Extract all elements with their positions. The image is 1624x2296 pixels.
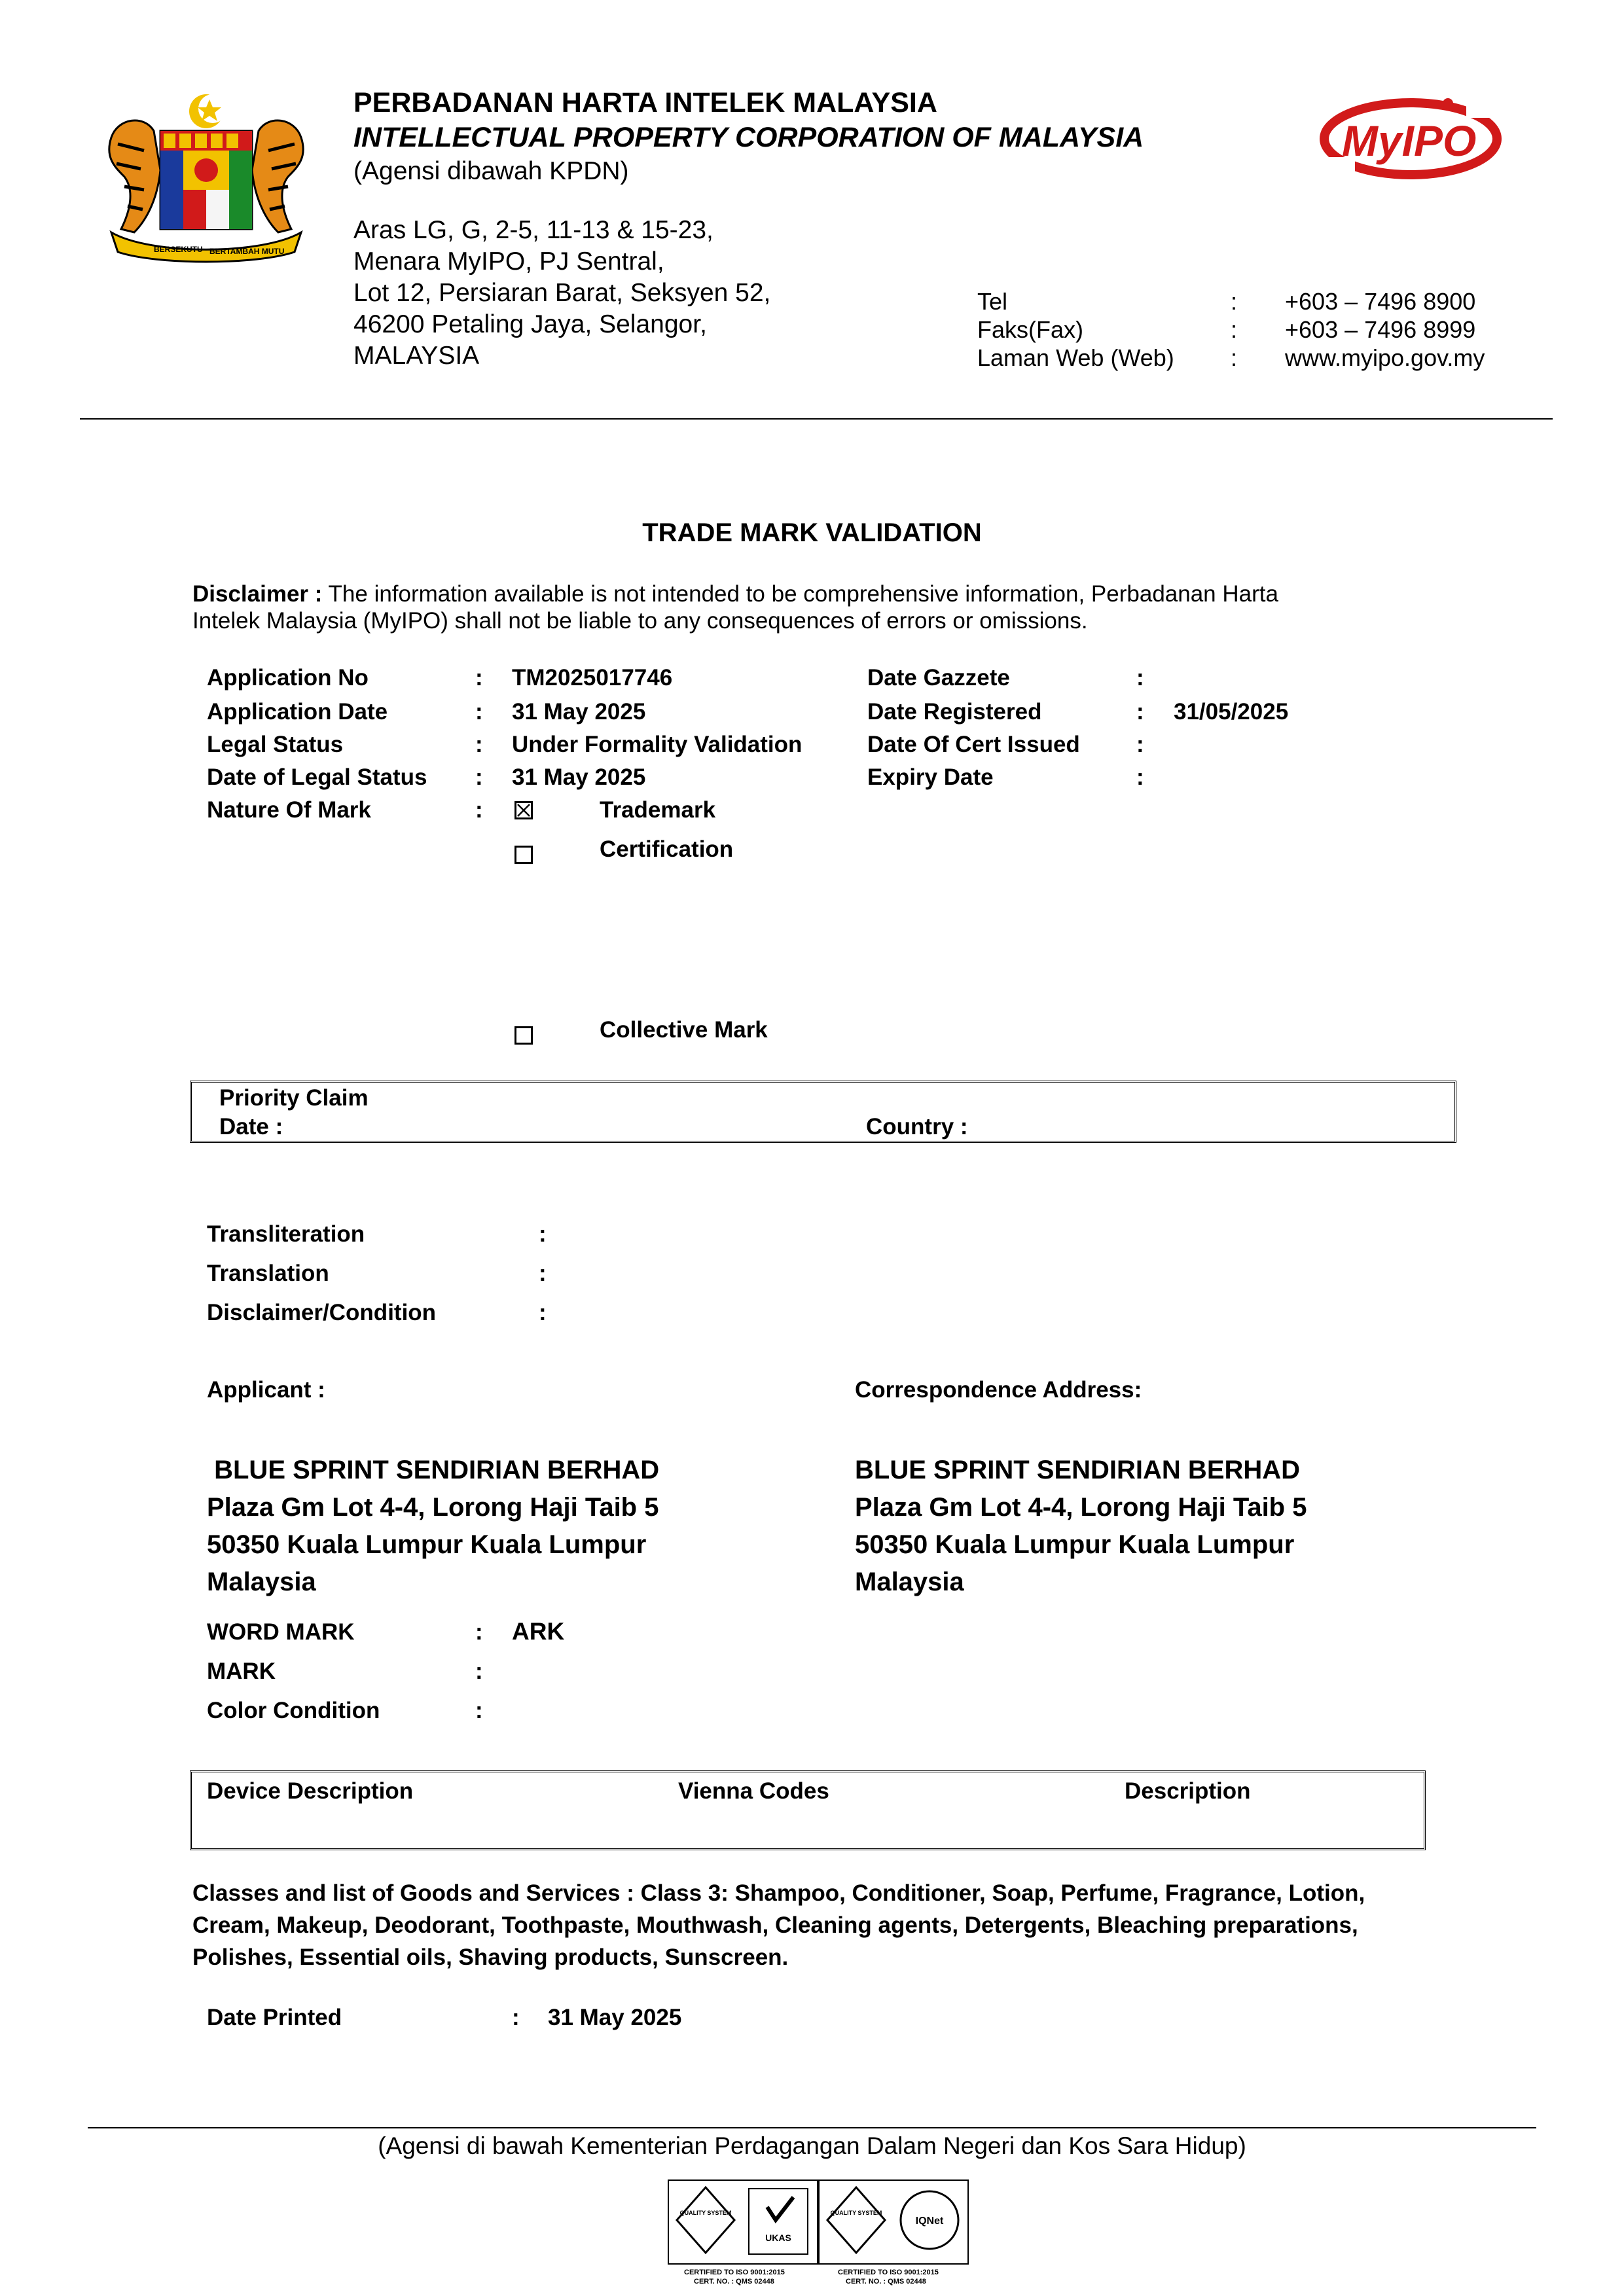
badge-title: QUALITY SYSTEM xyxy=(830,2210,882,2216)
motto-left: BERSEKUTU xyxy=(154,245,203,254)
correspondence-address-line: 50350 Kuala Lumpur Kuala Lumpur xyxy=(855,1530,1295,1559)
contact-label-web: Laman Web (Web) xyxy=(977,344,1174,371)
applicant-label: Applicant : xyxy=(207,1377,325,1403)
correspondence-address-line: Plaza Gm Lot 4-4, Lorong Haji Taib 5 xyxy=(855,1493,1307,1522)
field-sep: : xyxy=(1136,732,1144,757)
badge-cert-line: CERT. NO. : QMS 02448 xyxy=(694,2278,774,2286)
badge-cert-line: CERT. NO. : QMS 02448 xyxy=(846,2278,926,2286)
legal-status-value: Under Formality Validation xyxy=(512,732,803,757)
quality-system-badge-icon xyxy=(669,2181,817,2263)
org-name-ms: PERBADANAN HARTA INTELEK MALAYSIA xyxy=(353,87,937,118)
collective-mark-option-label: Collective Mark xyxy=(600,1017,768,1043)
field-label: Date of Legal Status xyxy=(207,764,427,790)
collective-mark-checkbox xyxy=(514,1026,533,1045)
badge-sub: UKAS xyxy=(765,2233,791,2243)
contact-label-tel: Tel xyxy=(977,288,1008,315)
field-label: Application Date xyxy=(207,699,388,725)
address-line: 46200 Petaling Jaya, Selangor, xyxy=(353,310,707,338)
footer-agency: (Agensi di bawah Kementerian Perdagangan Dalam Negeri dan Kos Sara Hidup) xyxy=(378,2132,1246,2159)
priority-country-label: Country : xyxy=(866,1114,968,1139)
field-sep: : xyxy=(475,1698,483,1723)
date-printed-value: 31 May 2025 xyxy=(548,2005,682,2030)
word-mark-value: ARK xyxy=(512,1618,565,1645)
vienna-codes-header: Vienna Codes xyxy=(678,1778,829,1804)
priority-claim-title: Priority Claim xyxy=(219,1085,369,1111)
address-line: Menara MyIPO, PJ Sentral, xyxy=(353,247,664,276)
myipo-logo xyxy=(1316,85,1506,190)
malaysia-coat-of-arms xyxy=(98,92,314,265)
field-sep: : xyxy=(475,1619,483,1645)
quality-system-badge-icon xyxy=(820,2181,967,2263)
contact-value-tel: +603 – 7496 8900 xyxy=(1285,288,1476,315)
field-label: Legal Status xyxy=(207,732,344,757)
applicant-address-line: Plaza Gm Lot 4-4, Lorong Haji Taib 5 xyxy=(207,1493,659,1522)
date-printed-label: Date Printed xyxy=(207,2005,342,2030)
word-mark-label: WORD MARK xyxy=(207,1619,355,1645)
field-label: Date Of Cert Issued xyxy=(867,732,1080,757)
field-sep: : xyxy=(539,1221,547,1247)
field-sep: : xyxy=(1136,764,1144,790)
contact-label-fax: Faks(Fax) xyxy=(977,316,1083,343)
priority-date-label: Date : xyxy=(219,1114,283,1139)
date-registered-value: 31/05/2025 xyxy=(1174,699,1289,725)
correspondence-label: Correspondence Address: xyxy=(855,1377,1142,1403)
classes-line-1: Classes and list of Goods and Services : Class 3: Shampoo, Conditioner, Soap, Perfume, Fragrance, Lotion, xyxy=(192,1880,1365,1906)
field-label: Application No xyxy=(207,665,369,691)
contact-sep: : xyxy=(1231,344,1238,371)
address-line: MALAYSIA xyxy=(353,342,480,370)
field-sep: : xyxy=(475,665,483,691)
color-condition-label: Color Condition xyxy=(207,1698,380,1723)
disclaimer-condition-label: Disclaimer/Condition xyxy=(207,1300,437,1325)
applicant-address-line: 50350 Kuala Lumpur Kuala Lumpur xyxy=(207,1530,647,1559)
trademark-option-label: Trademark xyxy=(600,797,716,823)
disclaimer-line-1 xyxy=(192,581,1278,607)
transliteration-label: Transliteration xyxy=(207,1221,365,1247)
correspondence-name: BLUE SPRINT SENDIRIAN BERHAD xyxy=(855,1456,1301,1484)
field-sep: : xyxy=(539,1300,547,1325)
description-header: Description xyxy=(1125,1778,1251,1804)
applicant-name: BLUE SPRINT SENDIRIAN BERHAD xyxy=(207,1456,660,1484)
disclaimer-line-2: Intelek Malaysia (MyIPO) shall not be liable to any consequences of errors or omissions. xyxy=(192,608,1088,634)
disclaimer-text-1: The information available is not intended to be comprehensive information, Perbadanan Harta xyxy=(328,581,1278,607)
contact-sep: : xyxy=(1231,288,1238,315)
field-sep: : xyxy=(475,764,483,790)
field-sep: : xyxy=(475,797,483,823)
contact-value-web: www.myipo.gov.my xyxy=(1285,344,1485,371)
field-label: Date Gazzete xyxy=(867,665,1010,691)
contact-value-fax: +603 – 7496 8999 xyxy=(1285,316,1476,343)
certification-option-label: Certification xyxy=(600,836,734,862)
badge-title: QUALITY SYSTEM xyxy=(679,2210,732,2216)
field-sep: : xyxy=(1136,665,1144,691)
page-title: TRADE MARK VALIDATION xyxy=(642,518,982,547)
address-line: Aras LG, G, 2-5, 11-13 & 15-23, xyxy=(353,216,713,244)
footer-divider xyxy=(88,2127,1536,2128)
checked-x-icon xyxy=(516,803,531,817)
address-line: Lot 12, Persiaran Barat, Seksyen 52, xyxy=(353,279,771,307)
disclaimer-label: Disclaimer : xyxy=(192,581,323,607)
trademark-checkbox xyxy=(514,801,533,819)
field-sep: : xyxy=(475,732,483,757)
applicant-address-line: Malaysia xyxy=(207,1568,316,1596)
coat-of-arms-icon xyxy=(98,92,314,265)
device-description-header: Device Description xyxy=(207,1778,414,1804)
badge-cert-line: CERTIFIED TO ISO 9001:2015 xyxy=(684,2269,785,2276)
myipo-logo-icon xyxy=(1316,85,1506,190)
mark-label: MARK xyxy=(207,1659,276,1684)
iso-badge-iqnet xyxy=(818,2179,969,2265)
classes-line-2: Cream, Makeup, Deodorant, Toothpaste, Mouthwash, Cleaning agents, Detergents, Bleaching preparations, xyxy=(192,1912,1358,1938)
translation-label: Translation xyxy=(207,1261,329,1286)
classes-line-3: Polishes, Essential oils, Shaving products, Sunscreen. xyxy=(192,1945,789,1970)
motto-right: BERTAMBAH MUTU xyxy=(209,247,285,256)
field-label: Expiry Date xyxy=(867,764,994,790)
contact-sep: : xyxy=(1231,316,1238,343)
certification-checkbox xyxy=(514,846,533,864)
field-label: Date Registered xyxy=(867,699,1042,725)
application-no-value: TM2025017746 xyxy=(512,665,673,691)
agency-line: (Agensi dibawah KPDN) xyxy=(353,157,629,185)
field-sep: : xyxy=(475,699,483,725)
iso-badge-ukas xyxy=(668,2179,818,2265)
legal-status-date-value: 31 May 2025 xyxy=(512,764,646,790)
correspondence-address-line: Malaysia xyxy=(855,1568,964,1596)
org-name-en: INTELLECTUAL PROPERTY CORPORATION OF MALAYSIA xyxy=(353,122,1144,153)
logo-text: MyIPO xyxy=(1342,117,1477,165)
badge-cert-line: CERTIFIED TO ISO 9001:2015 xyxy=(838,2269,939,2276)
field-sep: : xyxy=(512,2005,520,2030)
field-sep: : xyxy=(475,1659,483,1684)
priority-claim-box xyxy=(190,1081,1456,1143)
badge-sub: IQNet xyxy=(915,2215,944,2227)
application-date-value: 31 May 2025 xyxy=(512,699,646,725)
field-sep: : xyxy=(1136,699,1144,725)
nature-of-mark-label: Nature Of Mark xyxy=(207,797,371,823)
header-divider xyxy=(80,418,1553,420)
field-sep: : xyxy=(539,1261,547,1286)
